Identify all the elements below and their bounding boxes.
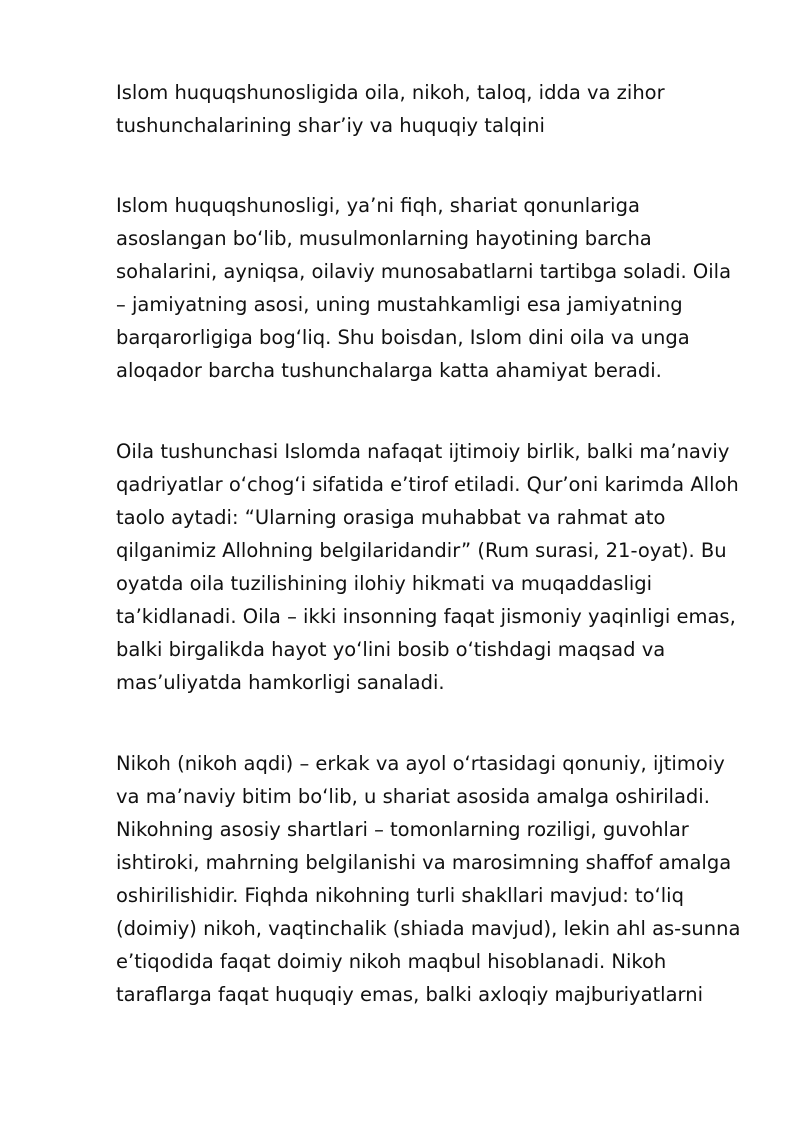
paragraph-family: Oila tushunchasi Islomda nafaqat ijtimoiy birlik, balki ma’naviy qadriyatlar o‘chog‘i sifatida e’tirof etiladi. Qur’oni karimda Alloh taolo aytadi: “Ularning orasiga muhabbat va rahmat ato qilganimiz Allohning belgilaridandir” (Rum surasi, 21-oyat). Bu oyatda oila tuzilishining ilohiy hikmati va muqaddasligi ta’kidlanadi. Oila – ikki insonning faqat jismoniy yaqinligi emas, balki birgalikda hayot yo‘lini bosib o‘tishdagi maqsad va mas’uliyatda hamkorligi sanaladi. bbox=[116, 440, 739, 694]
paragraph-intro: Islom huquqshunosligi, ya’ni fiqh, shariat qonunlariga asoslangan bo‘lib, musulmonlarning hayotining barcha sohalarini, ayniqsa, oilaviy munosabatlarni tartibga soladi. Oila – jamiyatning asosi, uning mustahkamligi esa jamiyatning barqarorligiga bog‘liq. Shu boisdan, Islom dini oila va unga aloqador barcha tushunchalarga katta ahamiyat beradi. bbox=[116, 194, 732, 382]
document-page bbox=[116, 76, 746, 1059]
document-title: Islom huquqshunosligida oila, nikoh, taloq, idda va zihor tushunchalarining shar’iy va huquqiy talqini bbox=[116, 81, 665, 137]
paragraph-marriage: Nikoh (nikoh aqdi) – erkak va ayol o‘rtasidagi qonuniy, ijtimoiy va ma’naviy bitim bo‘lib, u shariat asosida amalga oshiriladi. Nikohning asosiy shartlari – tomonlarning roziligi, guvohlar ishtiroki, mahrning belgilanishi va marosimning shaffof amalga oshirilishidir. Fiqhda nikohning turli shakllari mavjud: to‘liq (doimiy) nikoh, vaqtinchalik (shiada mavjud), lekin ahl as-sunna e’tiqodida faqat doimiy nikoh maqbul hisoblanadi. Nikoh taraflarga faqat huquqiy emas, balki axloqiy majburiyatlarni bbox=[116, 752, 741, 1006]
